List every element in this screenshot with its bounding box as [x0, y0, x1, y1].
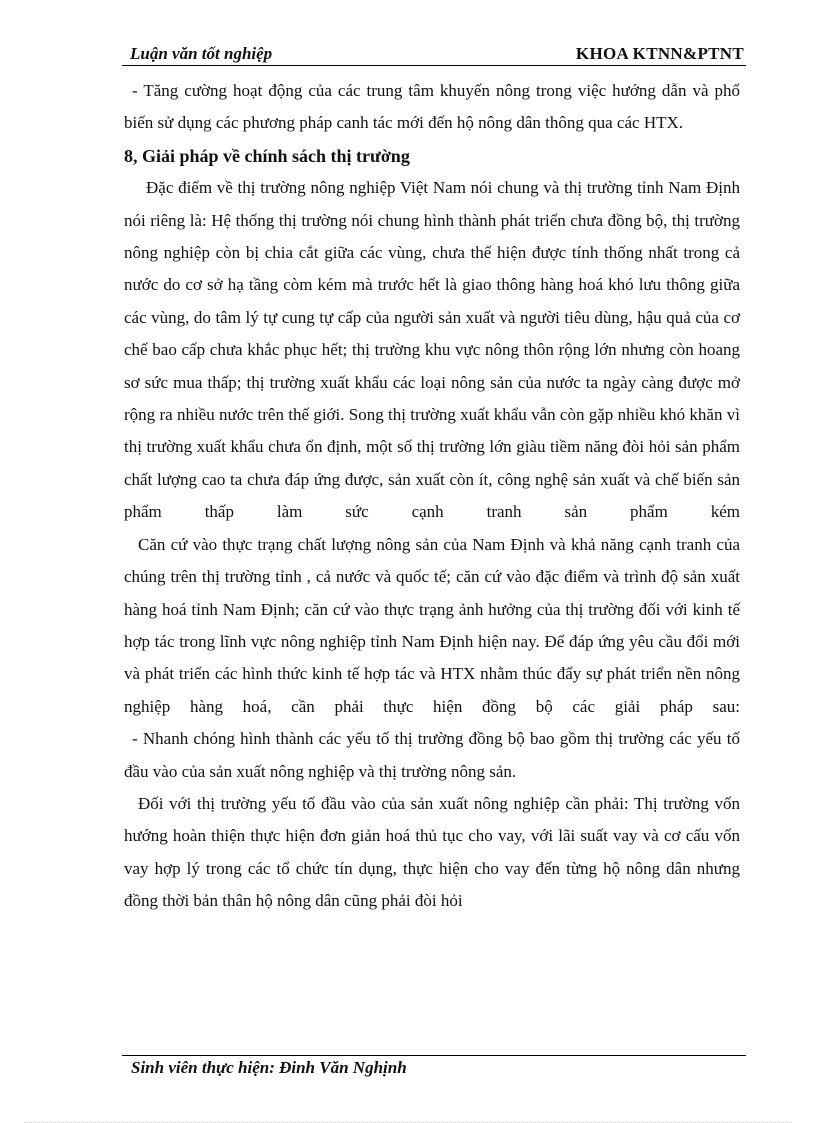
header-thesis-title: Luận văn tốt nghiệp [130, 44, 273, 63]
paragraph-market-characteristics: Đặc điểm về thị trường nông nghiệp Việt Nam nói chung và thị trường tỉnh Nam Định nói riêng là: Hệ thống thị trường nói chung hình thành phát triển chưa đồng bộ, thị trường nông nghiệp còn bị chia cắt giữa các vùng, chưa thể hiện được tính thống nhất trong cả nước do cơ sở hạ tầng còm kém mà trước hết là giao thông hàng hoá khó lưu thông giữa các vùng, do tâm lý tự cung tự cấp của người sản xuất và người tiêu dùng, hậu quả của cơ chế bao cấp chưa khắc phục hết; thị trường khu vực nông thôn rộng lớn nhưng còn hoang sơ sức mua thấp; thị trường xuất khẩu các loại nông sản của nước ta ngày càng được mở rộng ra nhiều nước trên thế giới. Song thị trường xuất khẩu vẫn còn gặp nhiều khó khăn vì thị trường xuất khẩu chưa ổn định, một số thị trường lớn giàu tiềm năng đòi hỏi sản phẩm chất lượng cao ta chưa đáp ứng được, sản xuất còn ít, công nghệ sản xuất và chế biến sản phẩm thấp làm sức cạnh tranh sản phẩm kém [124, 178, 740, 522]
header-faculty: KHOA KTNN&PTNT [575, 44, 744, 63]
page-body [124, 75, 740, 918]
header-divider [122, 65, 746, 66]
paragraph-basis-for-solutions: Căn cứ vào thực trạng chất lượng nông sản của Nam Định và khả năng cạnh tranh của chúng trên thị trường tỉnh , cả nước và quốc tế; căn cứ vào đặc điểm và trình độ sản xuất hàng hoá tỉnh Nam Định; căn cứ vào thực trạng ảnh hưởng của thị trường đối với kinh tế hợp tác trong lĩnh vực nông nghiệp tỉnh Nam Định hiện nay. Để đáp ứng yêu cầu đổi mới và phát triển các hình thức kinh tế hợp tác và HTX nhằm thúc đẩy sự phát triển nền nông nghiệp hàng hoá, cần phải thực hiện đồng bộ các giải pháp sau: [124, 534, 740, 716]
section-heading: 8, Giải pháp về chính sách thị trường [124, 145, 410, 166]
paragraph-extension-services: - Tăng cường hoạt động của các trung tâm khuyến nông trong việc hướng dẫn và phổ biến sử dụng các phương pháp canh tác mới đến hộ nông dân thông qua các HTX. [124, 81, 740, 133]
page-header [122, 44, 746, 66]
paragraph-input-markets: Đối với thị trường yếu tố đầu vào của sản xuất nông nghiệp cần phải: Thị trường vốn hướng hoàn thiện thực hiện đơn giản hoá thủ tục cho vay, với lãi suất vay và cơ cấu vốn vay hợp lý trong các tổ chức tín dụng, thực hiện cho vay đến từng hộ nông dân nhưng đồng thời bản thân hộ nông dân cũng phải đòi hỏi [124, 793, 740, 911]
paragraph-market-factors: - Nhanh chóng hình thành các yếu tố thị trường đồng bộ bao gồm thị trường các yếu tố đầu vào của sản xuất nông nghiệp và thị trường nông sản. [124, 729, 740, 781]
page-footer: Sinh viên thực hiện: Đinh Văn Nghịnh [131, 1058, 407, 1077]
footer-divider [122, 1055, 746, 1056]
